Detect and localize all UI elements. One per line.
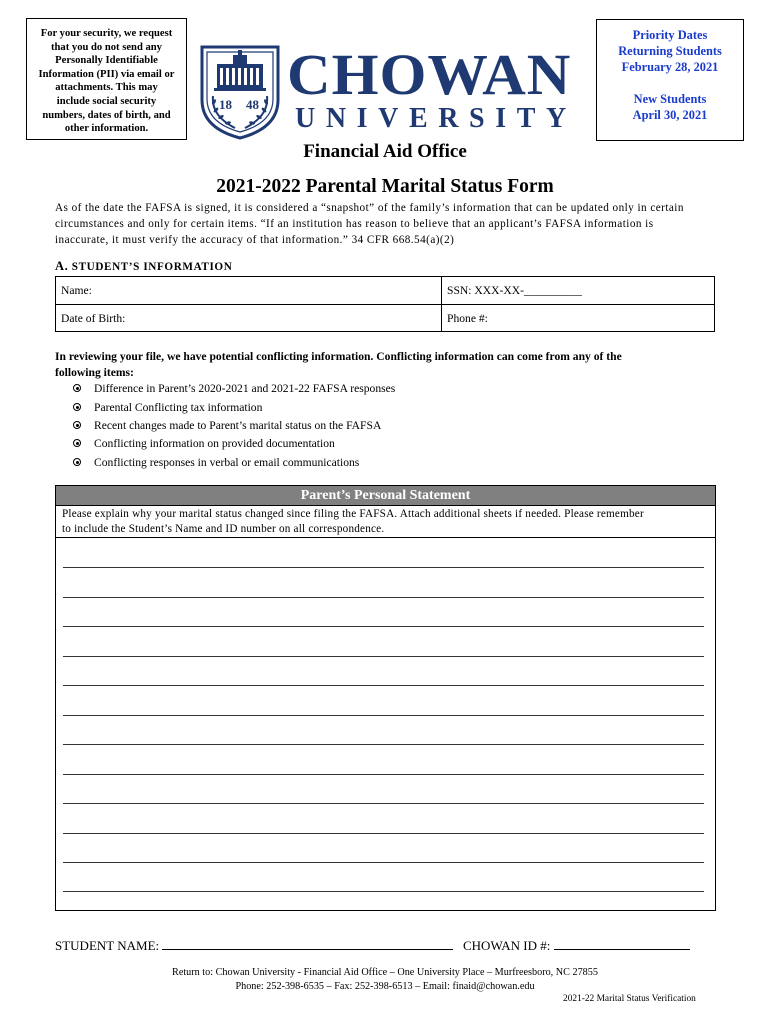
- phone-field[interactable]: Phone #:: [447, 312, 488, 325]
- security-notice-line: Personally Identifiable: [55, 55, 158, 67]
- security-notice-line: Information (PII) via email or: [38, 68, 175, 80]
- table-col-divider: [441, 277, 442, 331]
- statement-header: Parent’s Personal Statement: [56, 486, 715, 506]
- crest-year-left: 18: [219, 97, 232, 112]
- statement-write-line[interactable]: [63, 862, 704, 863]
- footer-address: Return to: Chowan University - Financial Aid Office – One University Place – Murfreesboro, NC 27855: [172, 967, 598, 978]
- dob-field[interactable]: Date of Birth:: [61, 312, 126, 325]
- statement-write-line[interactable]: [63, 567, 704, 568]
- statement-write-line[interactable]: [63, 685, 704, 686]
- university-crest-logo: [199, 44, 281, 140]
- intro-line: As of the date the FAFSA is signed, it is considered a “snapshot” of the family’s information that can be updated only in certain: [55, 202, 684, 214]
- security-notice-line: attachments. This may: [55, 82, 158, 94]
- statement-write-line[interactable]: [63, 833, 704, 834]
- priority-dates-line: Returning Students: [618, 44, 722, 58]
- security-notice-line: For your security, we request: [40, 28, 173, 39]
- intro-paragraph: [55, 200, 720, 248]
- personal-statement-box: [55, 485, 716, 911]
- intro-line: circumstances and only for certain items. “If an institution has reason to believe that an applicant’s FAFSA information is: [55, 218, 654, 230]
- section-heading-text: STUDENT’S INFORMATION: [71, 261, 233, 273]
- list-item: [73, 382, 395, 395]
- conflict-line: In reviewing your file, we have potential conflicting information. Conflicting information can come from any of the: [55, 350, 622, 363]
- statement-instruction-line: Please explain why your marital status changed since filing the FAFSA. Attach additional sheets if needed. Please remember: [62, 508, 644, 520]
- statement-write-line[interactable]: [63, 774, 704, 775]
- priority-dates-line: New Students: [633, 92, 707, 106]
- priority-dates-line: February 28, 2021: [621, 60, 719, 74]
- list-item-text: Recent changes made to Parent’s marital status on the FAFSA: [94, 419, 382, 432]
- student-name-label: STUDENT NAME:: [55, 938, 163, 953]
- statement-instructions: [62, 507, 707, 537]
- list-item-text: Conflicting information on provided documentation: [94, 437, 335, 450]
- intro-line: inaccurate, it must verify the accuracy of that information.” 34 CFR 668.54(a)(2): [55, 234, 455, 246]
- footer: [0, 966, 770, 993]
- statement-divider: [56, 537, 715, 538]
- bullet-icon: [73, 458, 81, 466]
- logo-wordmark: CHOWAN: [287, 42, 572, 107]
- student-info-table: [55, 276, 715, 332]
- priority-dates-line: Priority Dates: [632, 28, 708, 42]
- security-notice-line: that you do not send any: [51, 41, 162, 53]
- form-title: 2021-2022 Parental Marital Status Form: [216, 176, 554, 197]
- ssn-field[interactable]: SSN: XXX-XX-__________: [447, 284, 582, 297]
- list-item: [73, 401, 262, 414]
- footer-contact: Phone: 252-398-6535 – Fax: 252-398-6513 – Email: finaid@chowan.edu: [235, 980, 535, 992]
- statement-write-line[interactable]: [63, 803, 704, 804]
- list-item-text: Parental Conflicting tax information: [94, 401, 263, 414]
- chowan-id-field[interactable]: [554, 938, 690, 950]
- list-item: [73, 437, 335, 450]
- statement-write-line[interactable]: [63, 597, 704, 598]
- section-letter: A.: [55, 259, 69, 273]
- chowan-id-label: CHOWAN ID #:: [463, 938, 554, 953]
- priority-dates-spacer: [599, 75, 741, 91]
- security-notice-box: [26, 18, 187, 140]
- section-a-heading: [55, 259, 232, 274]
- logo-university: UNIVERSITY: [295, 103, 577, 134]
- statement-write-line[interactable]: [63, 626, 704, 627]
- conflict-intro: [55, 349, 715, 381]
- statement-write-line[interactable]: [63, 891, 704, 892]
- list-item: [73, 419, 381, 432]
- list-item: [73, 456, 359, 469]
- crest-year-right: 48: [246, 97, 259, 112]
- bullet-icon: [73, 384, 81, 392]
- statement-write-line[interactable]: [63, 744, 704, 745]
- bullet-icon: [73, 421, 81, 429]
- bullet-icon: [73, 403, 81, 411]
- bullet-icon: [73, 439, 81, 447]
- priority-dates-box: [596, 19, 744, 141]
- security-notice-line: other information.: [64, 123, 149, 135]
- chowan-id-line: [463, 938, 690, 954]
- priority-dates-line: April 30, 2021: [632, 108, 708, 122]
- student-name-field[interactable]: [162, 938, 453, 950]
- statement-instruction-line: to include the Student’s Name and ID number on all correspondence.: [62, 523, 385, 535]
- security-notice-line: include social security: [56, 95, 157, 107]
- table-row-divider: [56, 304, 714, 305]
- list-item-text: Difference in Parent’s 2020-2021 and 2021-22 FAFSA responses: [94, 382, 396, 395]
- student-name-line: [55, 938, 453, 954]
- name-field[interactable]: Name:: [61, 284, 92, 297]
- statement-write-line[interactable]: [63, 715, 704, 716]
- conflict-line: following items:: [55, 366, 134, 379]
- security-notice-line: numbers, dates of birth, and: [42, 109, 171, 121]
- statement-write-line[interactable]: [63, 656, 704, 657]
- list-item-text: Conflicting responses in verbal or email communications: [94, 456, 360, 469]
- office-title: Financial Aid Office: [303, 141, 467, 162]
- form-id: 2021-22 Marital Status Verification: [563, 994, 696, 1004]
